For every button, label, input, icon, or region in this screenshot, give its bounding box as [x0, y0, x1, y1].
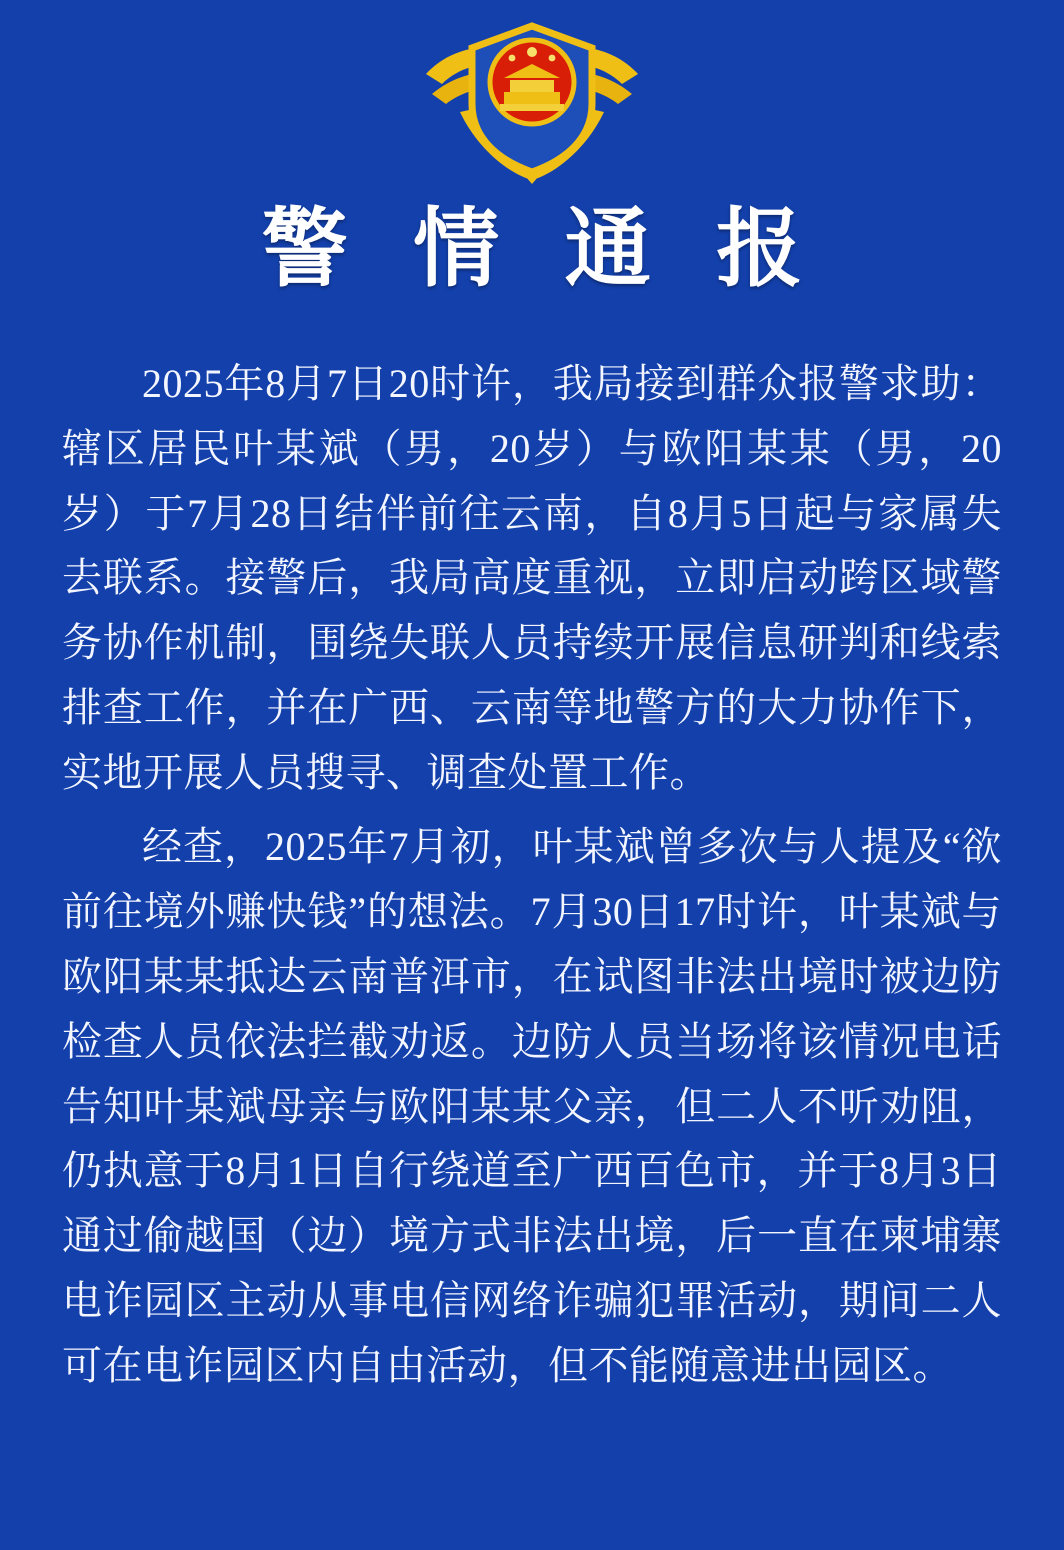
notice-paragraph-2: 经查，2025年7月初，叶某斌曾多次与人提及“欲前往境外赚快钱”的想法。7月30日17时许，叶某斌与欧阳某某抵达云南普洱市，在试图非法出境时被边防检查人员依法拦截劝返。边防人员当场将该情况电话告知叶某斌母亲与欧阳某某父亲，但二人不听劝阻，仍执意于8月1日自行绕道至广西百色市，并于8月3日通过偷越国（边）境方式非法出境，后一直在柬埔寨电诈园区主动从事电信网络诈骗犯罪活动，期间二人可在电诈园区内自由活动，但不能随意进出园区。	[62, 824, 1002, 1388]
page-title: 警 情 通 报	[261, 201, 825, 297]
emblem-container	[0, 0, 1064, 190]
notice-paragraph-1: 2025年8月7日20时许，我局接到群众报警求助：辖区居民叶某斌（男，20岁）与欧阳某某（男，20岁）于7月28日结伴前往云南，自8月5日起与家属失去联系。接警后，我局高度重视，立即启动跨区域警务协作机制，围绕失联人员持续开展信息研判和线索排查工作，并在广西、云南等地警方的大力协作下，实地开展人员搜寻、调查处置工作。	[62, 360, 1002, 795]
notice-body	[62, 352, 1002, 1399]
china-police-badge-icon	[416, 8, 648, 186]
